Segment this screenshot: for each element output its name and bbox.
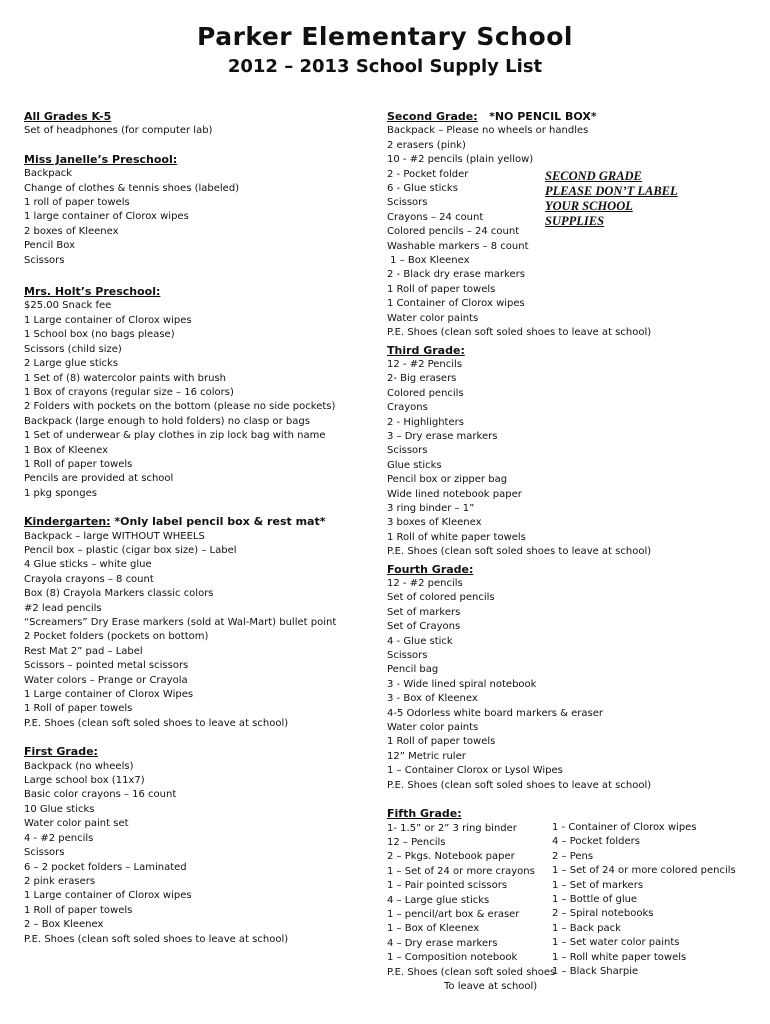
supply-item: 4 – Pocket folders: [552, 836, 640, 848]
supply-item: 2 Large glue sticks: [24, 358, 119, 370]
supply-item: Backpack: [24, 168, 73, 180]
supply-item: PLEASE DON’T LABEL: [545, 184, 678, 198]
heading-text: Fifth Grade:: [387, 807, 462, 821]
supply-item: P.E. Shoes (clean soft soled shoes: [387, 966, 556, 978]
supply-item: 1 Large container of Clorox Wipes: [24, 689, 194, 701]
supply-item: $25.00 Snack fee: [24, 300, 112, 312]
supply-item: 10 Glue sticks: [24, 803, 95, 815]
supply-item: “Screamers” Dry Erase markers (sold at Wal-Mart) bullet point: [24, 617, 337, 628]
supply-list: [24, 760, 374, 947]
supply-item: 1 – Set water color paints: [552, 937, 680, 949]
supply-item: 1 Box of crayons (regular size – 16 colors): [24, 386, 234, 398]
section-heading: [387, 563, 767, 577]
supply-item: Water color paints: [387, 312, 479, 324]
supply-item: YOUR SCHOOL: [545, 199, 633, 213]
supply-item: 2- Big erasers: [387, 373, 457, 385]
supply-list: [387, 124, 767, 340]
supply-item: 1 roll of paper towels: [24, 197, 130, 209]
supply-item: Large school box (11x7): [24, 775, 145, 787]
supply-item: Crayola crayons – 8 count: [24, 573, 154, 585]
supply-item: 3 – Dry erase markers: [387, 430, 498, 442]
section-heading: [24, 153, 374, 167]
supply-list: [24, 299, 374, 501]
supply-item: Scissors: [24, 847, 65, 859]
left-column: [24, 110, 374, 947]
supply-item: 10 - #2 pencils (plain yellow): [387, 154, 534, 166]
section-heading: [387, 110, 767, 124]
supply-item: Change of clothes & tennis shoes (labeled): [24, 182, 240, 194]
supply-item: SUPPLIES: [545, 214, 605, 228]
supply-item: 3 boxes of Kleenex: [387, 517, 482, 529]
heading-text: Third Grade:: [387, 343, 465, 357]
supply-item: 4 Glue sticks – white glue: [24, 559, 152, 571]
supply-item: 1 pkg sponges: [24, 487, 97, 499]
heading-text: All Grades K-5: [24, 110, 112, 123]
supply-item: 4 – Dry erase markers: [387, 937, 498, 949]
supply-item: SECOND GRADE: [545, 169, 642, 183]
supply-item: 4-5 Odorless white board markers & eraser: [387, 707, 604, 719]
supply-item: 1 – pencil/art box & eraser: [387, 908, 520, 920]
supply-item: 12 – Pencils: [387, 836, 446, 848]
supply-item: 12 - #2 Pencils: [387, 358, 463, 370]
supply-item: 1 – Composition notebook: [387, 952, 518, 964]
supply-item: 3 ring binder – 1”: [387, 502, 475, 514]
supply-item: P.E. Shoes (clean soft soled shoes to leave at school): [24, 933, 289, 945]
supply-item: Backpack (no wheels): [24, 760, 134, 772]
supply-item: 1 Roll of paper towels: [24, 703, 133, 715]
supply-item: 6 – 2 pocket folders – Laminated: [24, 861, 187, 873]
supply-item: Glue sticks: [387, 459, 442, 471]
supply-item: 1 – Roll white paper towels: [552, 951, 687, 963]
supply-item: 1 – Pair pointed scissors: [387, 880, 508, 892]
supply-list: [387, 577, 767, 793]
supply-item: 2 - Black dry erase markers: [387, 269, 525, 281]
supply-item: 1 – Set of 24 or more colored pencils: [552, 865, 736, 877]
supply-item: 2 pink erasers: [24, 875, 96, 887]
supply-list: [24, 167, 374, 268]
supply-item: Water color paint set: [24, 818, 129, 830]
supply-item: Colored pencils: [387, 387, 464, 399]
supply-list: [552, 821, 736, 979]
supply-item: 1 Roll of paper towels: [24, 904, 133, 916]
section-heading: [24, 110, 374, 124]
supply-item: 1 Roll of paper towels: [387, 736, 496, 748]
supply-item: 2 - Pocket folder: [387, 168, 469, 180]
supply-item: 1 Box of Kleenex: [24, 444, 108, 456]
supply-item: 2 – Pkgs. Notebook paper: [387, 851, 515, 863]
supply-item: 3 - Box of Kleenex: [387, 693, 478, 705]
section-heading: [387, 344, 767, 358]
supply-list: [387, 358, 767, 560]
supply-item: 4 – Large glue sticks: [387, 894, 490, 906]
supply-item: Scissors: [387, 197, 428, 209]
supply-item: Crayons – 24 count: [387, 211, 484, 223]
supply-item: 1 Large container of Clorox wipes: [24, 314, 192, 326]
supply-item: Water color paints: [387, 722, 479, 734]
section-heading: [24, 285, 374, 299]
supply-item: Basic color crayons – 16 count: [24, 789, 177, 801]
supply-item: Pencil Box: [24, 240, 75, 252]
supply-item: 2 – Pens: [552, 850, 594, 862]
heading-text: First Grade:: [24, 745, 98, 759]
supply-item: 2 Pocket folders (pockets on bottom): [24, 631, 209, 643]
supply-item: Pencil box or zipper bag: [387, 474, 508, 486]
supply-item: 1 – Black Sharpie: [552, 966, 639, 978]
supply-item: P.E. Shoes (clean soft soled shoes to leave at school): [387, 779, 652, 791]
supply-item: Pencil box – plastic (cigar box size) – Label: [24, 544, 237, 556]
supply-list: [24, 124, 374, 138]
supply-item: 12” Metric ruler: [387, 750, 466, 762]
supply-item: 1 Large container of Clorox wipes: [24, 890, 192, 902]
heading-text: Mrs. Holt’s Preschool:: [24, 285, 161, 299]
supply-item: Backpack – Please no wheels or handles: [387, 125, 589, 137]
supply-item: Backpack (large enough to hold folders) no clasp or bags: [24, 415, 310, 427]
supply-list: [24, 530, 374, 732]
supply-item: Set of headphones (for computer lab): [24, 125, 213, 137]
heading-text: Second Grade:: [387, 110, 478, 123]
supply-item: Pencils are provided at school: [24, 473, 174, 485]
note-lines: [545, 169, 678, 229]
supply-item: Set of Crayons: [387, 621, 461, 633]
supply-item: P.E. Shoes (clean soft soled shoes to leave at school): [387, 546, 652, 558]
supply-item: 1 Set of (8) watercolor paints with brush: [24, 372, 227, 384]
supply-item: 1 – Box of Kleenex: [387, 923, 480, 935]
supply-item: 2 erasers (pink): [387, 139, 466, 151]
supply-item: Water colors – Prange or Crayola: [24, 674, 188, 686]
supply-item: 1 Container of Clorox wipes: [387, 298, 525, 310]
supply-item: 1 Set of underwear & play clothes in zip lock bag with name: [24, 430, 326, 442]
heading-text: Kindergarten:: [24, 515, 111, 529]
supply-item: 1 Roll of paper towels: [387, 283, 496, 295]
page-title: Parker Elementary School: [197, 22, 573, 51]
supply-item-continuation: To leave at school): [444, 980, 538, 992]
supply-item: P.E. Shoes (clean soft soled shoes to leave at school): [387, 327, 652, 339]
supply-item: Scissors: [24, 254, 65, 266]
supply-item: 1 – Set of markers: [552, 879, 644, 891]
supply-item: Box (8) Crayola Markers classic colors: [24, 588, 214, 600]
heading-text: Miss Janelle’s Preschool:: [24, 152, 178, 166]
supply-item: 1 Roll of paper towels: [24, 458, 133, 470]
section-heading: [24, 745, 374, 759]
fifth-grade-right-list: [552, 821, 736, 979]
supply-item: Crayons: [387, 402, 428, 414]
supply-item: 2 – Box Kleenex: [24, 919, 104, 931]
heading-text: Fourth Grade:: [387, 562, 474, 576]
supply-item: 1 large container of Clorox wipes: [24, 211, 189, 223]
supply-item: 4 - #2 pencils: [24, 832, 94, 844]
supply-item: 3 - Wide lined spiral notebook: [387, 678, 537, 690]
supply-item: 12 - #2 pencils: [387, 578, 463, 589]
supply-item: 6 - Glue sticks: [387, 183, 458, 195]
supply-item: 4 - Glue stick: [387, 635, 453, 647]
supply-item: Scissors (child size): [24, 343, 122, 355]
supply-item: P.E. Shoes (clean soft soled shoes to leave at school): [24, 717, 289, 729]
supply-item: 1 – Container Clorox or Lysol Wipes: [387, 765, 563, 777]
supply-item: #2 lead pencils: [24, 602, 102, 614]
supply-item: Washable markers – 8 count: [387, 240, 529, 252]
supply-item: 2 – Spiral notebooks: [552, 908, 654, 920]
heading-note: *NO PENCIL BOX*: [477, 110, 597, 123]
supply-item: 1 – Bottle of glue: [552, 894, 638, 906]
supply-item: 1 – Box Kleenex: [387, 255, 470, 267]
supply-item: Scissors – pointed metal scissors: [24, 660, 189, 672]
supply-item: 2 boxes of Kleenex: [24, 225, 119, 237]
supply-item: 1- 1.5” or 2” 3 ring binder: [387, 822, 517, 834]
supply-item: Wide lined notebook paper: [387, 488, 522, 500]
supply-item: Scissors: [387, 445, 428, 457]
supply-item: Set of markers: [387, 606, 461, 618]
section-heading: [24, 515, 374, 529]
second-grade-note: [545, 169, 678, 229]
supply-item: 2 - Highlighters: [387, 416, 464, 428]
supply-item: Backpack – large WITHOUT WHEELS: [24, 530, 205, 542]
supply-item: 1 School box (no bags please): [24, 329, 175, 341]
section-heading: [387, 807, 767, 821]
supply-item: Scissors: [387, 650, 428, 662]
page-subtitle: 2012 – 2013 School Supply List: [227, 56, 543, 77]
supply-item: Set of colored pencils: [387, 592, 495, 604]
supply-item: 2 Folders with pockets on the bottom (please no side pockets): [24, 401, 336, 413]
supply-item: 1 Roll of white paper towels: [387, 531, 526, 543]
supply-item: 1 – Back pack: [552, 922, 621, 934]
supply-item: Rest Mat 2” pad – Label: [24, 645, 143, 657]
supply-item: 1 - Container of Clorox wipes: [552, 822, 697, 833]
supply-item: 1 – Set of 24 or more crayons: [387, 865, 535, 877]
heading-note: *Only label pencil box & rest mat*: [110, 515, 326, 529]
supply-item: Pencil bag: [387, 664, 439, 676]
supply-item: Colored pencils – 24 count: [387, 226, 520, 238]
